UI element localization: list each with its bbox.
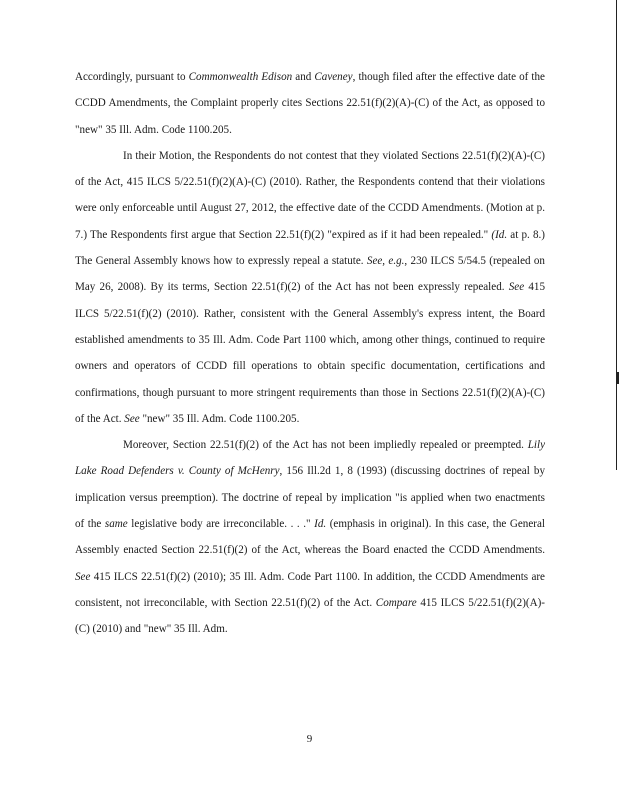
page-number: 9 — [306, 733, 313, 745]
text-run: "new" 35 Ill. Adm. Code 1100.205. — [139, 412, 300, 425]
text-run: Moreover, Section 22.51(f)(2) of the Act has not been impliedly repealed or preempted. — [123, 439, 528, 452]
citation-text: See — [75, 570, 91, 583]
paragraph — [75, 432, 545, 642]
text-run: 415 ILCS 5/22.51(f)(2) (2010). Rather, consistent with the General Assembly's express intent, the Board established amendments to 35 Ill. Adm. Code Part 1100 which, among other things, continued to require owners and operators of CCDD fill operations to obtain specific documentation, certifications and confirmations, though pursuant to more stringent requirements than those in Sections 22.51(f)(2)(A)-(C) of the Act. — [75, 281, 545, 425]
text-run: , 156 Ill.2d 1, 8 (1993) (discussing doctrines of repeal by implication versus preemption). The doctrine of repeal by implication "is applied when two enactments of the — [75, 465, 545, 531]
text-run: In their Motion, the Respondents do not contest that they violated Sections 22.51(f)(2)(A)-(C) of the Act, 415 ILCS 5/22.51(f)(2)(A)-(C) (2010). Rather, the Respondents contend that their violations were only enforceable until August 27, 2012, the effective date of the CCDD Amendments. (Motion at p. 7.) The Respondents first argue that Section 22.51(f)(2) "expired as if it had been repealed." — [75, 149, 545, 241]
body-text — [75, 64, 545, 643]
citation-text: See — [124, 412, 140, 425]
paragraph — [75, 64, 545, 143]
citation-text: See — [508, 281, 525, 294]
text-run: 415 ILCS 22.51(f)(2) (2010); 35 Ill. Adm. Code Part 1100. In addition, the CCDD Amendments are consistent, not irreconcilable, with Section 22.51(f)(2) of the Act. — [75, 570, 545, 609]
paragraph — [75, 143, 545, 432]
text-run: , though filed after the effective date of the CCDD Amendments, the Complaint properly cites Sections 22.51(f)(2)(A)-(C) of the Act, as opposed to "new" 35 Ill. Adm. Code 1100.205. — [75, 71, 545, 136]
citation-text: Commonwealth Edison — [188, 71, 293, 83]
text-run: Accordingly, pursuant to — [75, 71, 189, 83]
text-run: and — [292, 71, 315, 83]
text-run: (emphasis in original). In this case, the General Assembly enacted Section 22.51(f)(2) of the Act, whereas the Board enacted the CCDD Amendments. — [75, 518, 545, 557]
citation-text: See, e.g. — [366, 255, 405, 268]
citation-text: (Id. — [491, 228, 508, 241]
text-run: at p. 8.) The General Assembly knows how to expressly repeal a statute. — [75, 228, 545, 268]
text-run: , 230 ILCS 5/54.5 (repealed on May 26, 2008). By its terms, Section 22.51(f)(2) of the Act has not been expressly repealed. — [75, 255, 545, 294]
text-run: 415 ILCS 5/22.51(f)(2)(A)-(C) (2010) and "new" 35 Ill. Adm. — [75, 596, 545, 636]
citation-text: Id. — [314, 518, 327, 531]
citation-text: Compare — [375, 596, 417, 609]
citation-text: Caveney — [314, 71, 353, 83]
citation-text: same — [104, 518, 128, 531]
page-edge-line — [616, 0, 617, 470]
citation-text: Lily Lake Road Defenders v. County of McHenry — [75, 439, 545, 478]
text-run: legislative body are irreconcilable. . . ." — [127, 518, 315, 531]
